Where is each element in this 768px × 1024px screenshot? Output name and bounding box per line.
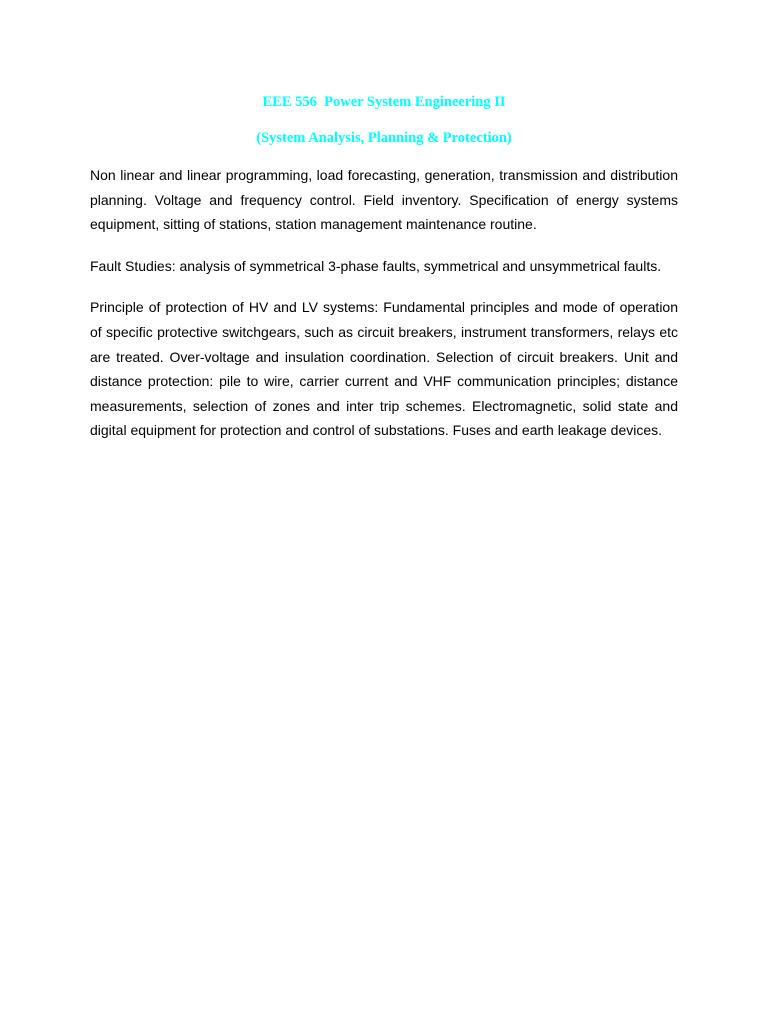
course-title: EEE 556 Power System Engineering II (262, 94, 506, 110)
paragraph-planning: Non linear and linear programming, load forecasting, generation, transmission and distribution planning. Voltage and frequency control. Field inventory. Specification of energy systems equipment, sitting of stations, station management maintenance routine. (90, 167, 678, 233)
paragraph-protection: Principle of protection of HV and LV systems: Fundamental principles and mode of operation of specific protective switchgears, such as circuit breakers, instrument transformers, relays etc are treated. Over-voltage and insulation coordination. Selection of circuit breakers. Unit and distance protection: pile to wire, carrier current and VHF communication principles; distance measurements, selection of zones and inter trip schemes. Electromagnetic, solid state and digital equipment for protection and control of substations. Fuses and earth leakage devices. (90, 299, 678, 439)
course-subtitle: (System Analysis, Planning & Protection) (256, 130, 512, 146)
paragraph-fault-studies: Fault Studies: analysis of symmetrical 3-phase faults, symmetrical and unsymmetrical faults. (90, 257, 662, 274)
course-description (90, 163, 678, 460)
